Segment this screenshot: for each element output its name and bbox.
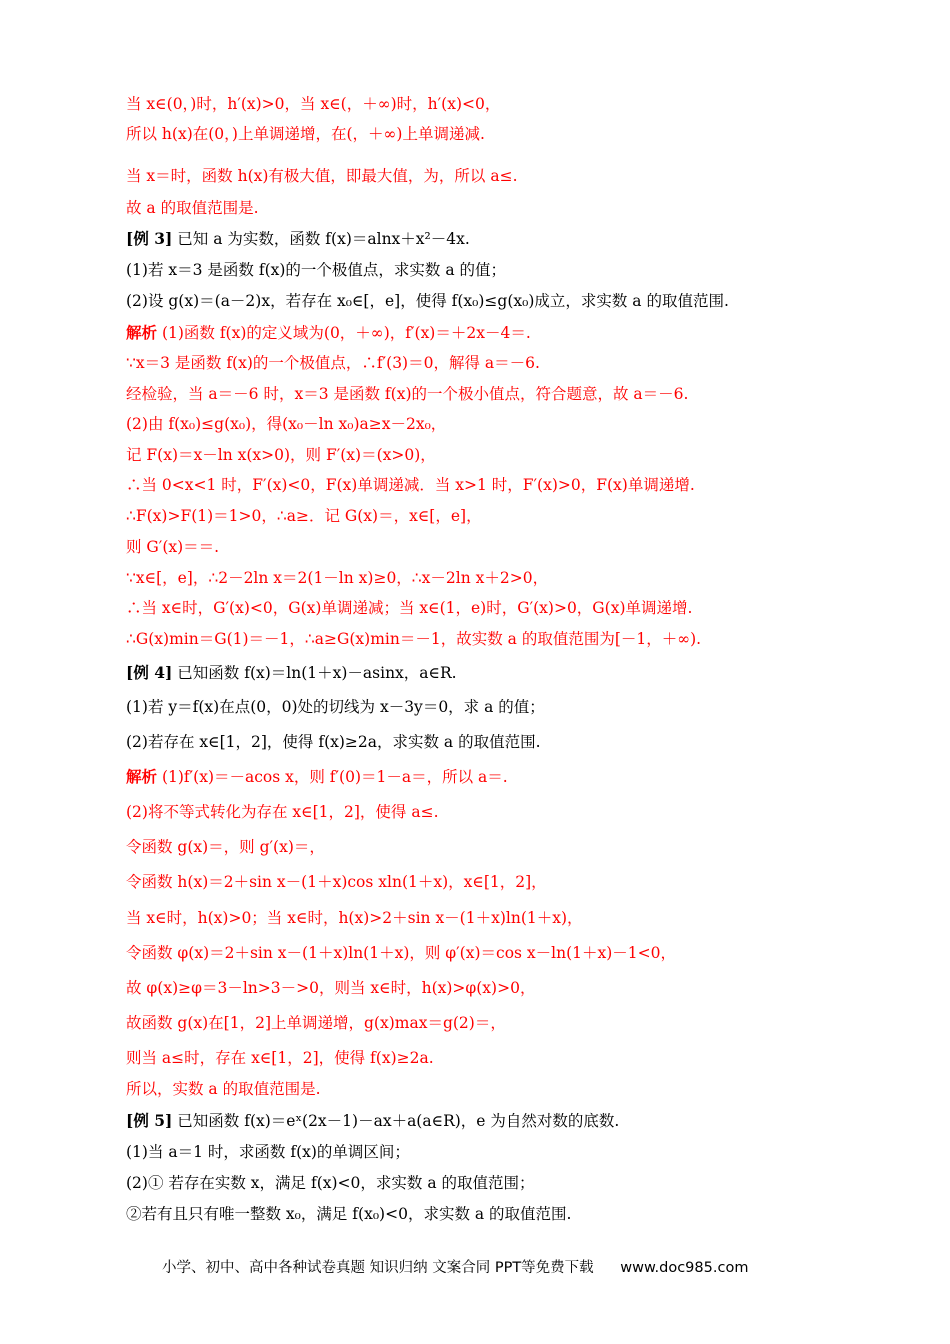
line-text: ∴G(x)min＝G(1)＝－1，∴a≥G(x)min＝－1，故实数 a 的取值范围为[－1，＋∞). [126,630,702,648]
text-line [126,1173,535,1193]
text-line [126,1111,619,1131]
text-line [126,537,219,557]
line-text: (1)函数 f(x)的定义域为(0，＋∞)，f′(x)＝＋2x－4＝. [157,324,531,342]
line-text: 当 x∈(0，)时，h′(x)>0，当 x∈(，＋∞)时，h′(x)<0， [126,95,501,113]
text-line [126,1142,410,1162]
section-label: [例 5] [126,1111,173,1130]
text-line [126,1013,506,1033]
line-text: 故 a 的取值范围是. [126,199,259,217]
line-text: 故函数 g(x)在[1，2]上单调递增，g(x)max＝g(2)＝， [126,1014,506,1032]
line-text: ∴当 0<x<1 时，F′(x)<0，F(x)单调递减．当 x>1 时，F′(x)>0，F(x)单调递增. [126,476,695,494]
text-line [126,414,446,434]
text-line [126,506,482,526]
line-text: (2)① 若存在实数 x，满足 f(x)<0，求实数 a 的取值范围； [126,1174,535,1192]
line-text: (2)设 g(x)＝(a－2)x，若存在 x₀∈[，e]，使得 f(x₀)≤g(x₀)成立，求实数 a 的取值范围. [126,292,729,310]
line-text: 当 x∈时，h(x)>0；当 x∈时，h(x)>2＋sin x－(1＋x)ln(1＋x)， [126,909,583,927]
text-line [126,767,508,787]
text-line [126,732,541,752]
text-line [126,166,518,186]
section-label: [例 3] [126,229,173,248]
text-line [126,598,692,618]
text-line [126,802,439,822]
text-line [126,908,583,928]
text-line [126,94,500,114]
text-line [126,663,457,683]
line-text: 则 G′(x)＝＝. [126,538,220,556]
text-line [126,198,259,218]
line-text: 所以 h(x)在(0，)上单调递增，在(，＋∞)上单调递减. [126,125,485,143]
line-text: (1)当 a＝1 时，求函数 f(x)的单调区间； [126,1143,410,1161]
text-line [126,1079,321,1099]
line-text: 已知函数 f(x)＝eˣ(2x－1)－ax＋a(a∈R)，e 为自然对数的底数. [172,1112,620,1130]
line-text: 令函数 g(x)＝，则 g′(x)＝， [126,838,325,856]
text-line [126,943,676,963]
line-text: (1)若 y＝f(x)在点(0，0)处的切线为 x－3y＝0，求 a 的值； [126,698,545,716]
section-label: [例 4] [126,663,173,682]
text-line [126,291,729,311]
text-line [126,697,545,717]
text-line [126,229,470,249]
line-text: (1)若 x＝3 是函数 f(x)的一个极值点，求实数 a 的值； [126,261,507,279]
text-line [126,1204,571,1224]
line-text: (2)由 f(x₀)≤g(x₀)，得(x₀－ln x₀)a≥x－2x₀， [126,415,447,433]
footer-url: www.doc985.com [620,1260,749,1276]
footer-text: 小学、初中、高中各种试卷真题 知识归纳 文案合同 PPT等免费下载 [162,1260,594,1276]
line-text: 所以，实数 a 的取值范围是. [126,1080,321,1098]
line-text: 已知函数 f(x)＝ln(1＋x)－asinx，a∈R. [172,664,457,682]
line-text: (2)若存在 x∈[1，2]，使得 f(x)≥2a，求实数 a 的取值范围. [126,733,541,751]
line-text: 记 F(x)＝x－ln x(x>0)，则 F′(x)＝(x>0)， [126,446,436,464]
text-line [126,978,535,998]
line-text: ∴F(x)>F(1)＝1>0，∴a≥．记 G(x)＝，x∈[，e]， [126,507,482,525]
line-text: ∴当 x∈时，G′(x)<0，G(x)单调递减；当 x∈(1，e)时，G′(x)>0，G(x)单调递增. [126,599,693,617]
line-text: 令函数 h(x)＝2＋sin x－(1＋x)cos xln(1＋x)，x∈[1，2]， [126,873,547,891]
line-text: 已知 a 为实数，函数 f(x)＝alnx＋x²－4x. [172,230,470,248]
text-line [126,1048,434,1068]
text-line [126,323,531,343]
line-text: ∵x＝3 是函数 f(x)的一个极值点，∴f′(3)＝0，解得 a＝－6. [126,354,540,372]
text-line [126,124,485,144]
line-text: 故 φ(x)≥φ＝3－ln>3－>0，则当 x∈时，h(x)>φ(x)>0， [126,979,536,997]
page-footer [162,1256,748,1277]
text-line [126,629,701,649]
section-label: 解析 [126,767,158,786]
text-line [126,384,688,404]
line-text: (1)f′(x)＝－acos x，则 f′(0)＝1－a＝，所以 a＝. [157,768,508,786]
line-text: (2)将不等式转化为存在 x∈[1，2]，使得 a≤. [126,803,439,821]
text-line [126,353,540,373]
line-text: 当 x＝时，函数 h(x)有极大值，即最大值，为，所以 a≤. [126,167,518,185]
section-label: 解析 [126,323,158,342]
text-line [126,872,547,892]
line-text: ②若有且只有唯一整数 x₀，满足 f(x₀)<0，求实数 a 的取值范围. [126,1205,572,1223]
line-text: 则当 a≤时，存在 x∈[1，2]，使得 f(x)≥2a. [126,1049,434,1067]
line-text: 令函数 φ(x)＝2＋sin x－(1＋x)ln(1＋x)，则 φ′(x)＝cos x－ln(1＋x)－1<0， [126,944,676,962]
text-line [126,445,436,465]
line-text: 经检验，当 a＝－6 时，x＝3 是函数 f(x)的一个极小值点，符合题意，故 a＝－6. [126,385,689,403]
text-line [126,260,506,280]
line-text: ∵x∈[，e]，∴2－2ln x＝2(1－ln x)≥0，∴x－2ln x＋2>0， [126,569,549,587]
text-line [126,475,695,495]
text-line [126,568,548,588]
text-line [126,837,325,857]
